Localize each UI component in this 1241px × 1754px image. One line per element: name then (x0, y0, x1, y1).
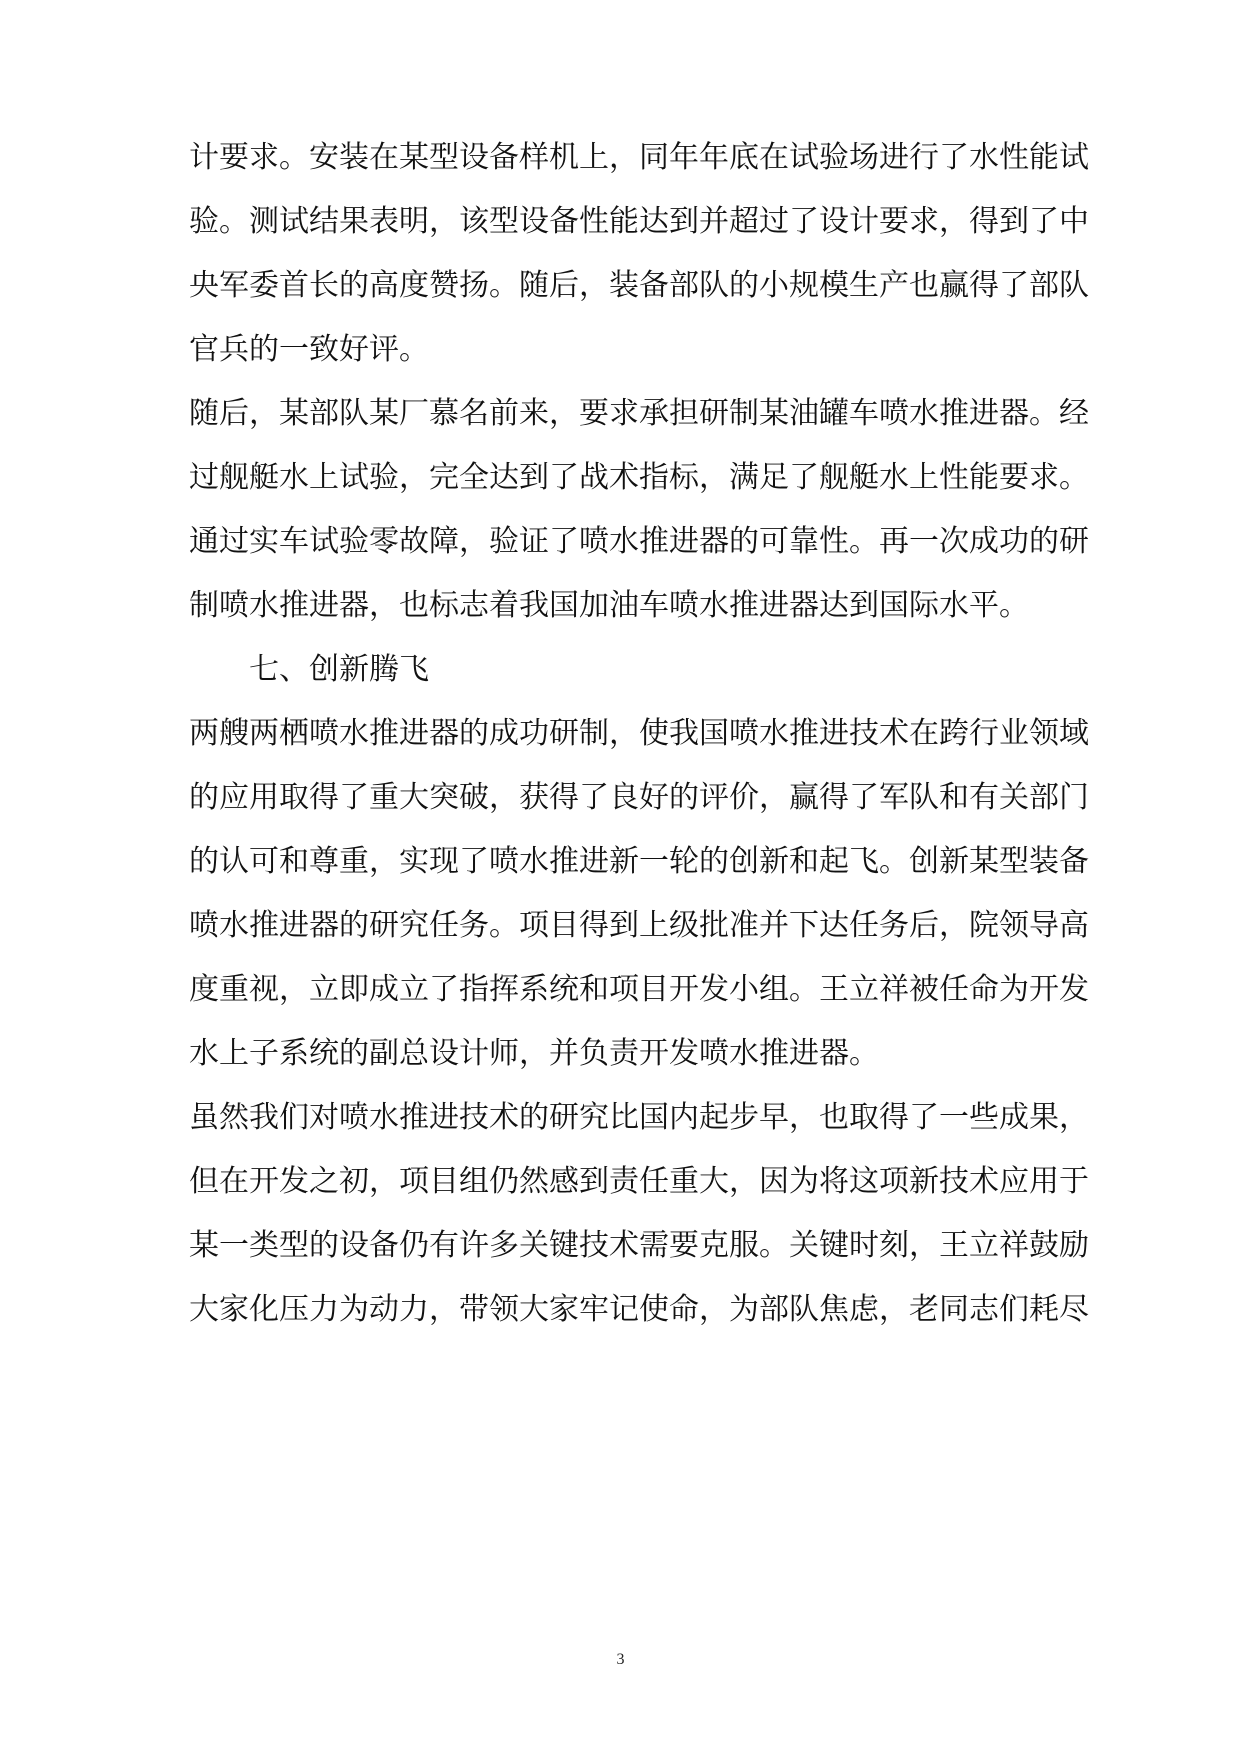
text-line: 央军委首长的高度赞扬。随后，装备部队的小规模生产也赢得了部队 (189, 268, 1089, 303)
text-line: 计要求。安装在某型设备样机上，同年年底在试验场进行了水性能试 (189, 140, 1089, 175)
text-line: 制喷水推进器，也标志着我国加油车喷水推进器达到国际水平。 (189, 588, 1029, 623)
text-line: 水上子系统的副总设计师，并负责开发喷水推进器。 (189, 1036, 879, 1071)
text-line: 的应用取得了重大突破，获得了良好的评价，赢得了军队和有关部门 (189, 780, 1089, 815)
text-line: 度重视，立即成立了指挥系统和项目开发小组。王立祥被任命为开发 (189, 972, 1089, 1007)
text-line: 但在开发之初，项目组仍然感到责任重大，因为将这项新技术应用于 (189, 1164, 1089, 1199)
text-line: 验。测试结果表明，该型设备性能达到并超过了设计要求，得到了中 (189, 204, 1089, 239)
text-line: 官兵的一致好评。 (189, 332, 429, 367)
text-line: 两艘两栖喷水推进器的成功研制，使我国喷水推进技术在跨行业领域 (189, 716, 1089, 751)
text-line: 通过实车试验零故障，验证了喷水推进器的可靠性。再一次成功的研 (189, 524, 1089, 559)
text-line: 大家化压力为动力，带领大家牢记使命，为部队焦虑，老同志们耗尽 (189, 1292, 1089, 1327)
text-line: 过舰艇水上试验，完全达到了战术指标，满足了舰艇水上性能要求。 (189, 460, 1089, 495)
section-heading: 七、创新腾飞 (249, 652, 429, 687)
text-line: 喷水推进器的研究任务。项目得到上级批准并下达任务后，院领导高 (189, 908, 1089, 943)
text-line: 随后，某部队某厂慕名前来，要求承担研制某油罐车喷水推进器。经 (189, 396, 1089, 431)
text-line: 虽然我们对喷水推进技术的研究比国内起步早，也取得了一些成果， (189, 1100, 1089, 1135)
text-line: 某一类型的设备仍有许多关键技术需要克服。关键时刻，王立祥鼓励 (189, 1228, 1089, 1263)
page-number: 3 (616, 1651, 625, 1668)
text-line: 的认可和尊重，实现了喷水推进新一轮的创新和起飞。创新某型装备 (189, 844, 1089, 879)
